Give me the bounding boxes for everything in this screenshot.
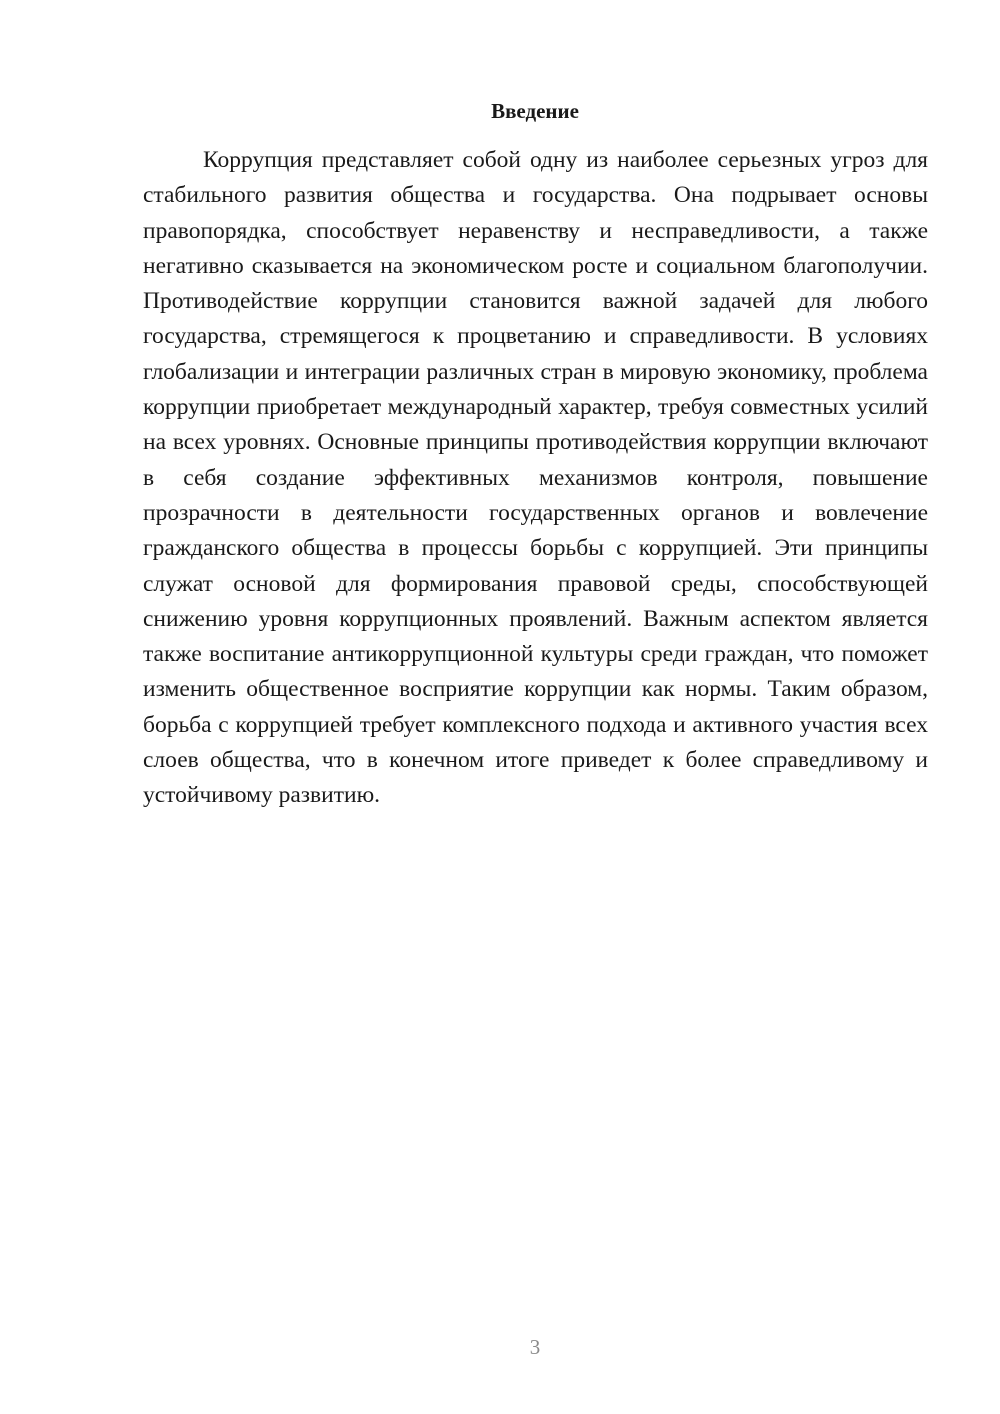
body-paragraph: Коррупция представляет собой одну из наиболее серьезных угроз для стабильного развития общества и государства. Она подрывает основы правопорядка, способствует неравенству и несправедливости, а также негативно сказывается на экономическом росте и социальном благополучии. Противодействие коррупции становится важной задачей для любого государства, стремящегося к процветанию и справедливости. В условиях глобализации и интеграции различных стран в мировую экономику, проблема коррупции приобретает международный характер, требуя совместных усилий на всех уровнях. Основные принципы противодействия коррупции включают в себя создание эффективных механизмов контроля, повышение прозрачности в деятельности государственных органов и вовлечение гражданского общества в процессы борьбы с коррупцией. Эти принципы служат основой для формирования правовой среды, способствующей снижению уровня коррупционных проявлений. Важным аспектом является также воспитание антикоррупционной культуры среди граждан, что поможет изменить общественное восприятие коррупции как нормы. Таким образом, борьба с коррупцией требует комплексного подхода и активного участия всех слоев общества, что в конечном итоге приведет к более справедливому и устойчивому развитию. (143, 147, 928, 809)
section-title: Введение (491, 99, 579, 123)
page-number: 3 (529, 1335, 541, 1359)
